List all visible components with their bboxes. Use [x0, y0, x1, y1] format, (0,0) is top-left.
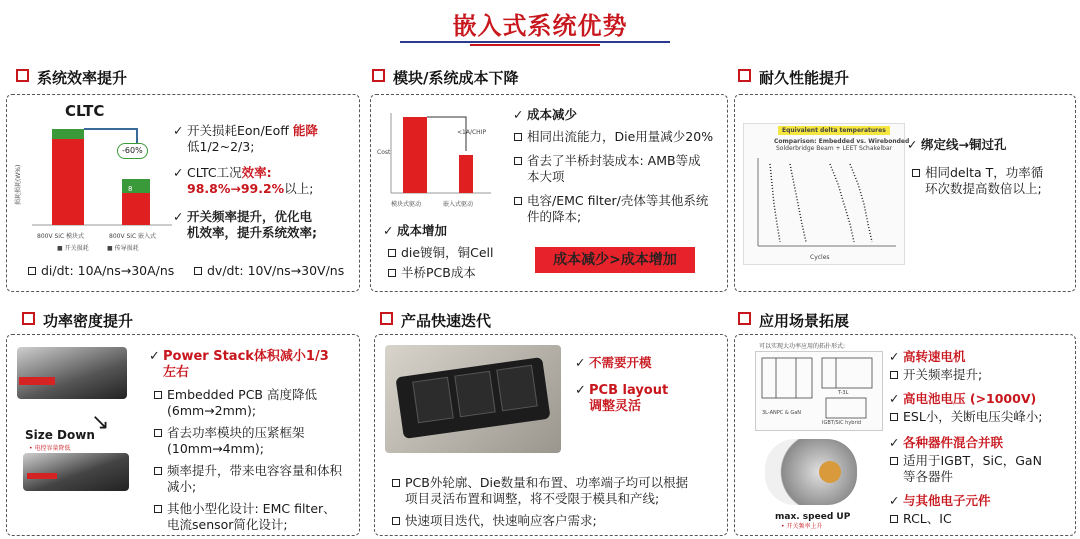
s6-head3-text: 各种器件混合并联	[903, 435, 1004, 450]
s5-head2	[589, 383, 668, 399]
s1-bullet3-line2: 机效率，提升系统效率;	[187, 225, 317, 240]
s2-b5: 半桥PCB成本	[401, 265, 476, 280]
circuit-schematic	[756, 352, 882, 430]
section6-heading	[738, 310, 849, 331]
page-title: 嵌入式系统优势	[452, 12, 628, 40]
section2-heading	[372, 67, 518, 88]
cost-fig-label: <1A/CHIP	[457, 129, 487, 136]
topo-label-1: 3L-ANPC & GaN	[762, 410, 801, 416]
s2-head2: ✓ 成本增加	[397, 223, 447, 239]
s4-b3-line2: 减小;	[167, 479, 197, 494]
s6-b3-line2: 等各器件	[903, 469, 954, 484]
s6-head1-text: 高转速电机	[903, 349, 966, 364]
cost-cat1: 模块式驱动	[391, 201, 422, 208]
s2-b1: 相同出流能力，Die用量减少20%	[527, 129, 714, 144]
topology-caption: 可以实现大功率应用的拓扑形式:	[759, 343, 846, 350]
motor-image	[765, 439, 857, 505]
checkbox-square-icon	[738, 69, 751, 82]
s3-b1: 相同delta T，功率循	[925, 165, 1044, 180]
cycles-scatter-plot	[750, 154, 900, 254]
section5-panel	[374, 334, 728, 536]
s4-b1-line2: (6mm→2mm);	[167, 403, 257, 418]
s1-bullet1	[187, 123, 318, 139]
s1-bullet2-line2	[187, 181, 313, 197]
efficiency-bar-chart	[27, 123, 177, 233]
s3-b1-line2: 环次数提高数倍以上;	[925, 181, 1042, 196]
s1-b2-tail: 以上;	[284, 181, 314, 196]
power-stack-image-after	[23, 453, 129, 491]
s5-b1-line2: 项目灵活布置和调整，将不受限于模具和产线;	[405, 491, 660, 506]
s6-head2-text: 高电池电压 (>1000V)	[903, 391, 1037, 406]
section3-heading-text: 耐久性能提升	[759, 69, 850, 87]
delta-temperature-figure	[743, 123, 910, 265]
s1-didt: di/dt: 10A/ns→30A/ns	[41, 263, 175, 278]
s2-b2: 省去了半桥封装成本: AMB等成	[527, 153, 701, 168]
topo-label-2: T-3L	[838, 390, 849, 396]
s5-head2-text: PCB layout	[589, 383, 669, 398]
s4-b1: Embedded PCB 高度降低	[167, 387, 317, 402]
bar2-switching	[122, 193, 150, 225]
bar2-conduction	[122, 179, 150, 193]
s6-head1	[903, 349, 966, 365]
s2-b2-line2: 本大项	[527, 169, 565, 184]
section6-heading-text: 应用场景拓展	[759, 312, 850, 330]
chart-title: CLTC	[65, 102, 105, 120]
pcb-cell-2	[454, 371, 495, 418]
legend-conduction: ■ 传导损耗	[107, 245, 139, 252]
s2-head1: ✓ 成本减少	[527, 107, 577, 123]
power-stack-image-before	[17, 347, 127, 399]
section1-panel	[6, 94, 360, 292]
section4-heading-text: 功率密度提升	[43, 312, 134, 330]
size-down-sub: • 电控容量降低	[29, 445, 71, 452]
section5-heading	[380, 310, 491, 331]
fig-sub1: Comparison: Embedded vs. Wirebonded	[774, 138, 910, 145]
section6-panel	[734, 334, 1076, 536]
cost-bar-chart	[381, 109, 501, 199]
s6-head2	[903, 391, 1036, 407]
title-underline	[400, 41, 670, 43]
s6-head4	[903, 493, 991, 509]
bar1-conduction	[52, 129, 84, 139]
s4-b2-line2: (10mm→4mm);	[167, 441, 265, 456]
topo-label-3: IGBT/SiC hybrid	[822, 420, 862, 426]
s5-b2: 快速项目迭代，快速响应客户需求;	[405, 513, 597, 528]
s1-b1-text: 开关损耗Eon/Eoff	[187, 123, 293, 138]
fig-xlabel: Cycles	[810, 254, 830, 261]
title-underline-accent	[470, 44, 600, 46]
topology-diagram	[755, 351, 883, 431]
s2-b3: 电容/EMC filter/壳体等其他系统	[527, 193, 709, 208]
s1-bullet3: ✓ 开关频率提升，优化电	[187, 209, 312, 225]
down-arrow-icon: ↘	[91, 410, 110, 435]
s6-b4: RCL、IC	[903, 511, 952, 526]
s6-b2: ESL小，关断电压尖峰小;	[903, 409, 1043, 424]
s6-b3: 适用于IGBT，SiC，GaN	[903, 453, 1042, 468]
legend-conduction-label: 传导损耗	[114, 245, 139, 252]
bar1-switching	[52, 139, 84, 225]
cost-bar-module	[403, 117, 427, 193]
s5-head1	[589, 355, 652, 371]
fig-sub2: Solderbridge Beam + LEET Schakelbar	[776, 145, 893, 152]
s4-b4: 其他小型化设计: EMC filter、	[167, 501, 336, 516]
checkbox-square-icon	[22, 312, 35, 325]
cost-fig-ylabel: Cost	[377, 149, 391, 156]
cost-bar-embedded	[459, 155, 473, 193]
motor-label: max. speed UP	[775, 512, 851, 522]
s4-head1-line2: 左右	[163, 365, 190, 380]
s3-head1: ✓ 绑定线→铜过孔	[921, 137, 1006, 153]
s1-b1-red: 能降	[292, 123, 318, 138]
legend-switching-label: 开关损耗	[64, 245, 89, 252]
section5-heading-text: 产品快速迭代	[401, 312, 492, 330]
motor-sub: • 开关频率上升	[781, 523, 823, 530]
s6-head3	[903, 435, 1003, 451]
bar2-value: 8	[128, 185, 133, 193]
category-1: 800V SiC 模块式	[37, 233, 85, 240]
s6-head4-text: 与其他电子元件	[903, 493, 991, 508]
red-connector-after	[27, 473, 57, 479]
s4-b2: 省去功率模块的压紧框架	[167, 425, 305, 440]
s5-head1-text: 不需要开模	[589, 355, 652, 370]
pcb-cell-3	[496, 365, 537, 412]
section3-heading	[738, 67, 849, 88]
s1-b2-text: CLTC工况	[187, 165, 242, 180]
legend-switching: ■ 开关损耗	[57, 245, 89, 252]
s6-b1: 开关频率提升;	[903, 367, 983, 382]
section4-heading	[22, 310, 133, 331]
pcb-cell-1	[412, 377, 453, 424]
motor-rotor	[819, 461, 841, 483]
checkbox-square-icon	[16, 69, 29, 82]
s2-b3-line2: 件的降本;	[527, 209, 582, 224]
section1-heading	[16, 67, 127, 88]
s4-b3: 频率提升，带来电容容量和体积	[167, 463, 343, 478]
section2-heading-text: 模块/系统成本下降	[393, 69, 519, 87]
category-2: 800V SiC 嵌入式	[109, 233, 157, 240]
cost-cat2: 嵌入式驱动	[443, 201, 474, 208]
s2-b4: die镀铜，铜Cell	[401, 245, 494, 260]
red-connector-before	[19, 377, 55, 385]
reduction-badge: -60%	[117, 143, 148, 159]
embedded-pcb-photo	[385, 345, 561, 453]
s1-bullet2	[187, 165, 272, 181]
s5-b1: PCB外轮廓、Die数量和布置、功率端子均可以根据	[405, 475, 689, 490]
checkbox-square-icon	[372, 69, 385, 82]
s1-b2-red: 效率:	[241, 165, 272, 180]
size-down-label: Size Down	[25, 428, 95, 442]
section4-panel	[6, 334, 360, 536]
s4-b4-line2: 电流sensor简化设计;	[167, 517, 288, 532]
s1-dvdt: dv/dt: 10V/ns→30V/ns	[207, 263, 345, 278]
checkbox-square-icon	[738, 312, 751, 325]
s1-b2-red2: 98.8%→99.2%	[187, 181, 285, 196]
s4-head1: ✓ Power Stack体积减小1/3	[163, 349, 329, 365]
s5-head2-line2: 调整灵活	[589, 399, 642, 414]
chart-ylabel: 损耗损耗(W%)	[15, 164, 22, 205]
section2-panel	[370, 94, 728, 292]
fig-head: Equivalent delta temperatures	[778, 126, 890, 135]
section1-heading-text: 系统效率提升	[37, 69, 128, 87]
checkbox-square-icon	[380, 312, 393, 325]
section3-panel	[734, 94, 1076, 292]
cost-callout: 成本减少>成本增加	[535, 247, 695, 273]
s1-bullet1-line2: 低1/2~2/3;	[187, 139, 255, 154]
